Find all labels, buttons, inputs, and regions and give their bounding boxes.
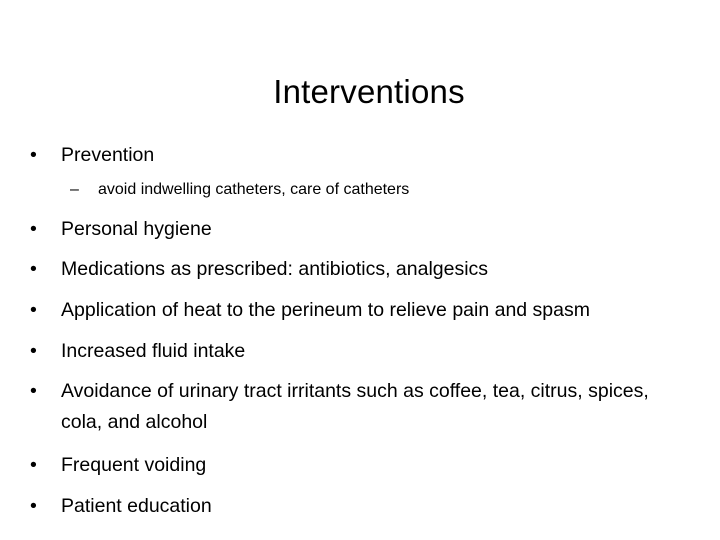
bullet-item-prevention [30,140,690,171]
bullet-text: Prevention [61,144,155,166]
bullet-item-personal-hygiene [30,214,690,245]
bullet-marker: • [30,495,37,517]
bullet-marker: • [30,380,37,402]
bullet-text: Avoidance of urinary tract irritants such as coffee, tea, citrus, spices, cola, and alcohol [61,380,649,433]
bullet-item-medications [30,254,690,285]
bullet-marker: • [30,299,37,321]
bullet-item-heat-application [30,295,690,326]
bullet-text: Frequent voiding [61,454,207,476]
bullet-text: Personal hygiene [61,218,212,240]
sub-bullet-text: avoid indwelling catheters, care of catheters [98,181,410,198]
bullet-item-patient-education [30,491,690,522]
bullet-text: Application of heat to the perineum to relieve pain and spasm [61,299,590,321]
bullet-marker: • [30,340,37,362]
sub-bullet-item-catheters [70,179,670,201]
bullet-item-fluid-intake [30,336,690,367]
bullet-item-frequent-voiding [30,450,690,481]
slide-title: Interventions [273,73,465,110]
bullet-marker: • [30,218,37,240]
bullet-marker: • [30,258,37,280]
bullet-marker: • [30,144,37,166]
bullet-text: Increased fluid intake [61,340,246,362]
bullet-text: Patient education [61,495,212,517]
sub-bullet-marker: – [70,181,79,198]
bullet-marker: • [30,454,37,476]
bullet-item-avoid-irritants [30,376,670,438]
bullet-text: Medications as prescribed: antibiotics, analgesics [61,258,489,280]
